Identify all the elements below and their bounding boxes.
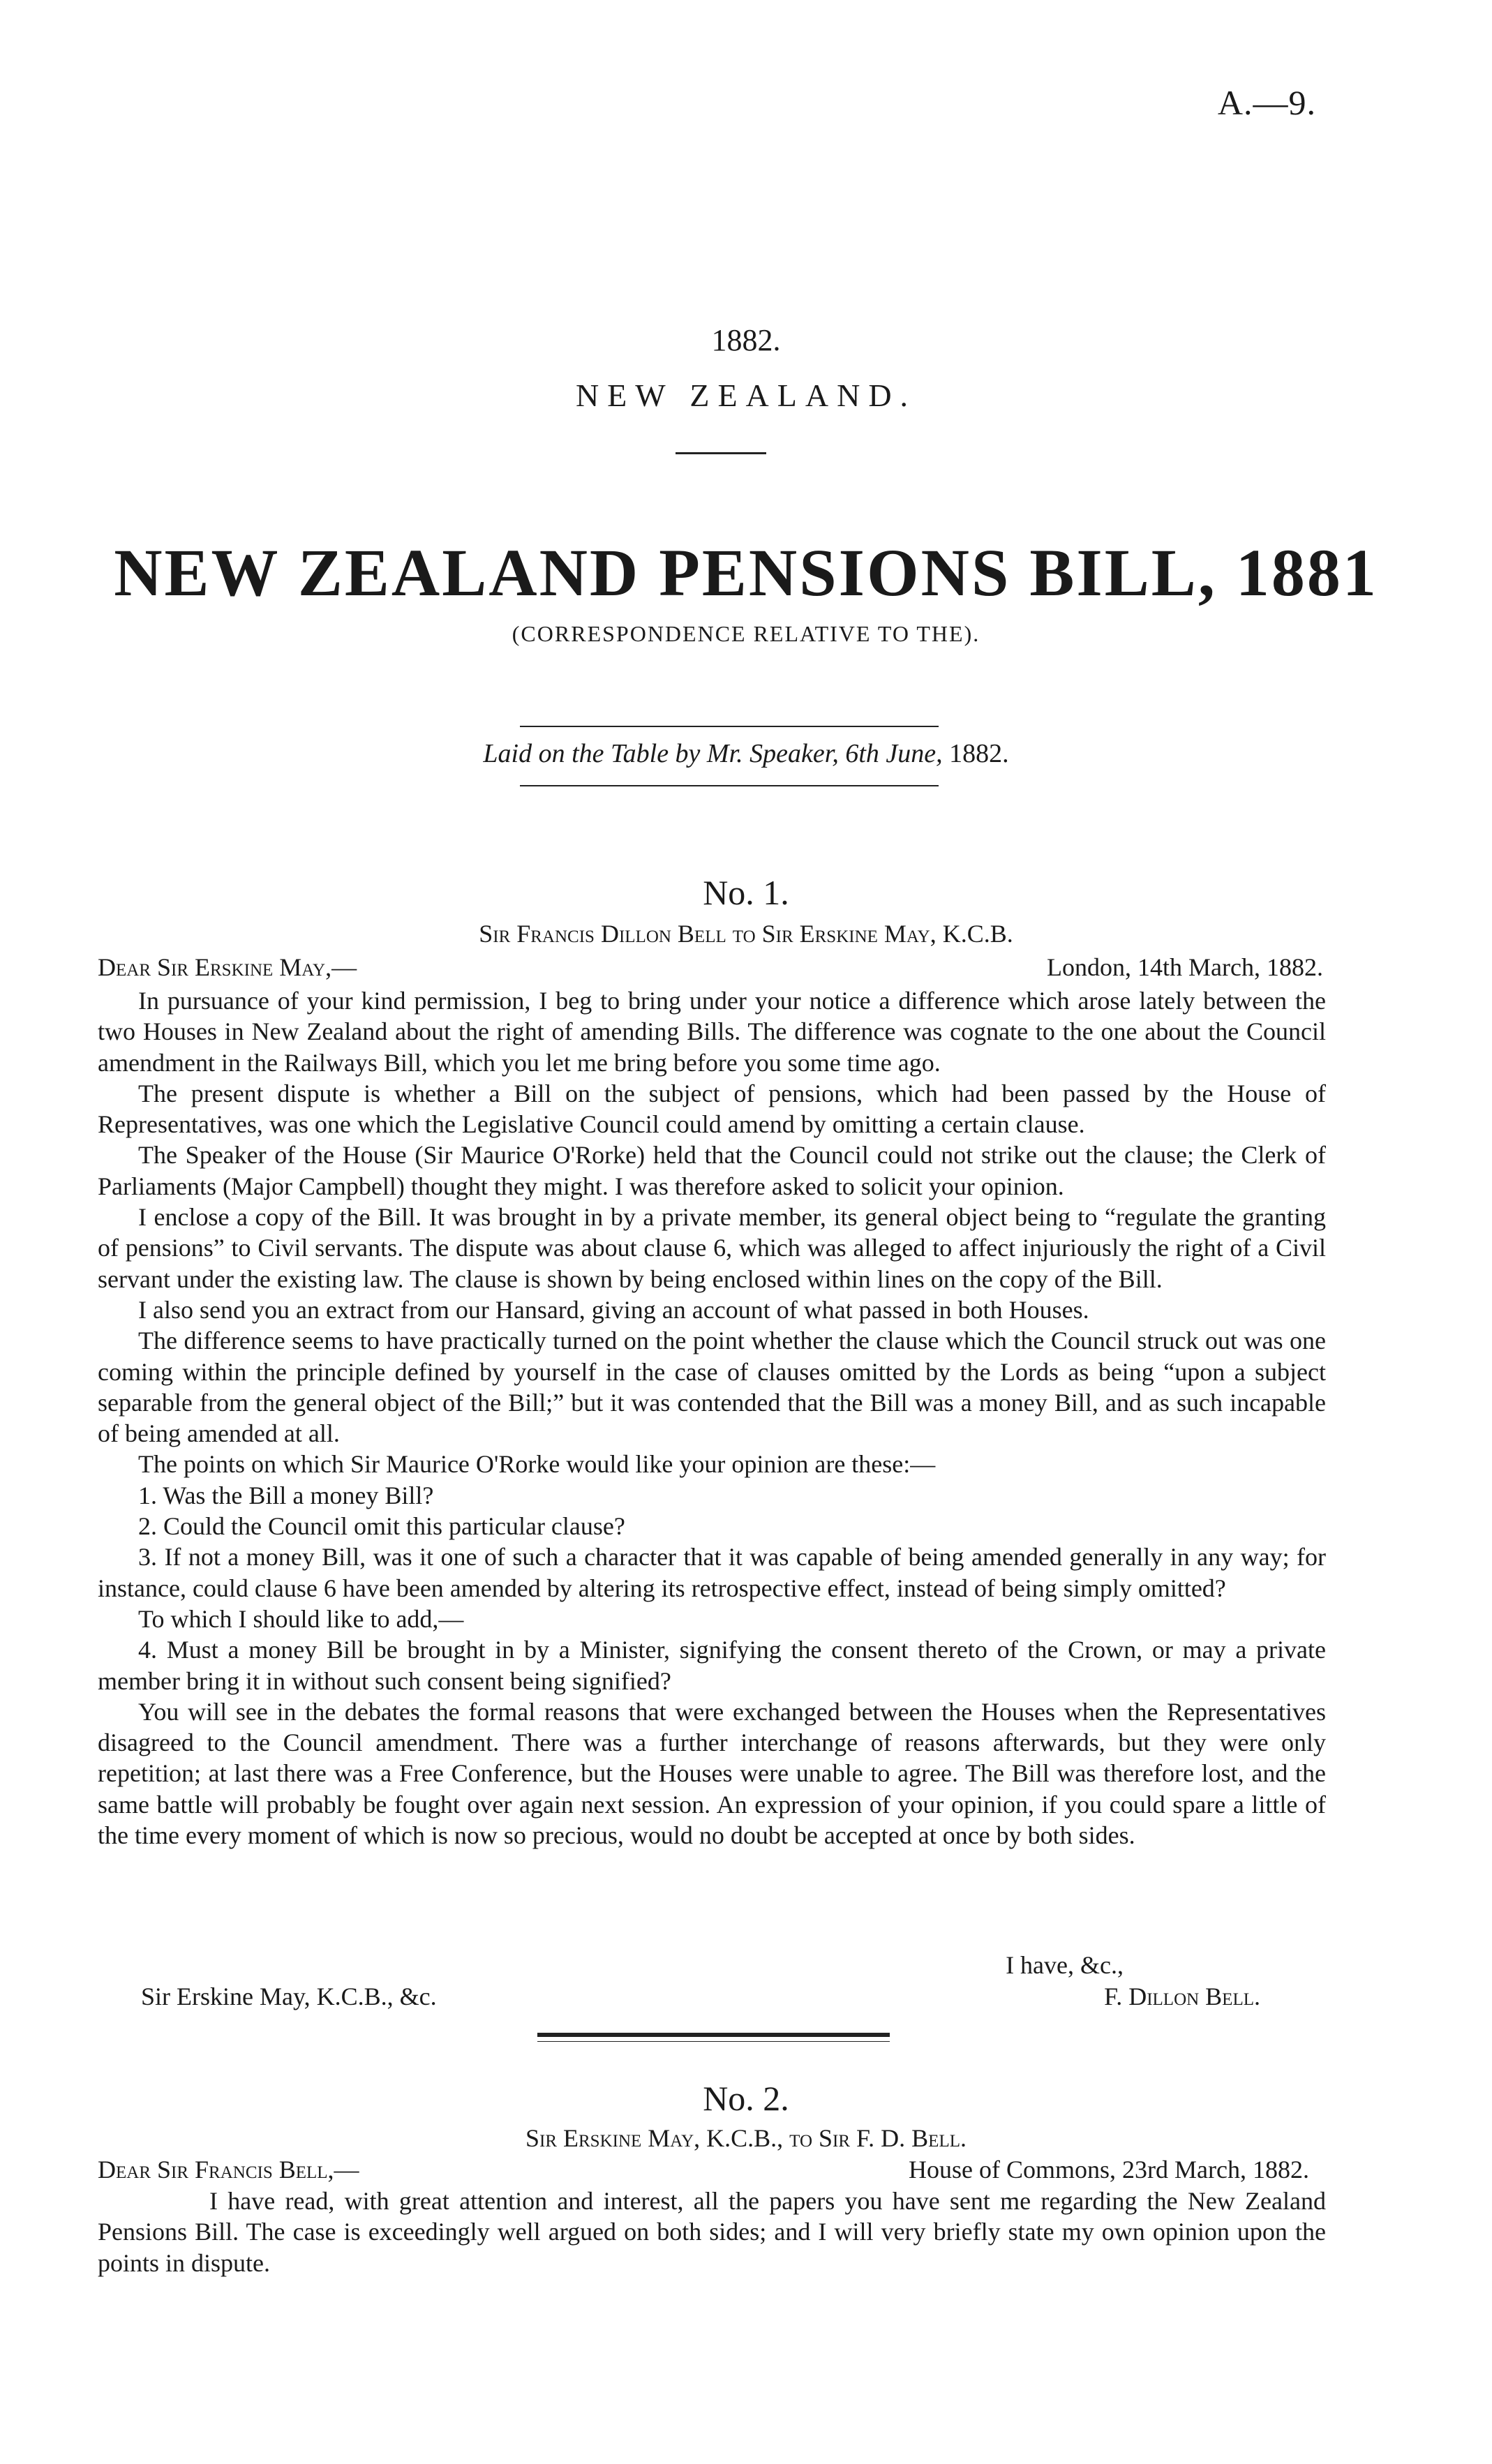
paragraph: The points on which Sir Maurice O'Rorke would like your opinion are these:— [138, 1450, 936, 1479]
paragraph: The Speaker of the House (Sir Maurice O'Rorke) held that the Council could not strike out the clause; the Clerk of Parliaments (Major Campbell) thought they might. I was therefore asked to solicit your opinion. [98, 1141, 1326, 1200]
paragraph: To which I should like to add,— [138, 1604, 464, 1633]
question-item: 2. Could the Council omit this particular clause? [138, 1512, 625, 1541]
paragraph: I have read, with great attention and interest, all the papers you have sent me regarding the New Zealand Pensions Bill. The case is exceedingly well argued on both sides; and I will very briefly state my own opinion upon the points in dispute. [98, 2187, 1326, 2277]
letter-1-dateline: London, 14th March, 1882. [1047, 953, 1323, 981]
laid-year: 1882. [949, 739, 1009, 768]
paragraph: In pursuance of your kind permission, I beg to bring under your notice a difference which arose lately between the two Houses in New Zealand about the right of amending Bills. The difference was cognate to the one about the Council amendment in the Railways Bill, which you let me bring before you some time ago. [98, 987, 1326, 1077]
paragraph: The present dispute is whether a Bill on the subject of pensions, which had been passed by the House of Representatives, was one which the Legislative Council could amend by omitting a certain clause. [98, 1079, 1326, 1139]
paragraph: I also send you an extract from our Hansard, giving an account of what passed in both Houses. [138, 1295, 1089, 1324]
year-heading: 1882. [711, 323, 781, 357]
letter-1-number: No. 1. [703, 873, 789, 912]
question-item: 4. Must a money Bill be brought in by a Minister, signifying the consent thereto of the Crown, or may a private member bring it in without such consent being signified? [98, 1636, 1326, 1695]
letter-1-addressee: Sir Erskine May, K.C.B., &c. [141, 1983, 437, 2010]
letter-1-body [98, 985, 1326, 1851]
laid-on-table-line [0, 738, 1492, 769]
section-separator [537, 2033, 890, 2037]
document-subtitle: (CORRESPONDENCE RELATIVE TO THE). [512, 621, 980, 646]
rule-above-laid [520, 726, 939, 727]
question-item: 3. If not a money Bill, was it one of such a character that it was capable of being amended generally in any way; for instance, could clause 6 have been amended by altering its retrospective effect, instead of being simply omitted? [98, 1543, 1326, 1602]
laid-text: Laid on the Table by Mr. Speaker, 6th June, [483, 739, 943, 768]
section-separator-thin [537, 2041, 890, 2042]
letter-2-number: No. 2. [703, 2079, 789, 2118]
question-item: 1. Was the Bill a money Bill? [138, 1481, 434, 1509]
letter-1-salutation: Dear Sir Erskine May,— [98, 953, 357, 981]
letter-2-heading: Sir Erskine May, K.C.B., to Sir F. D. Bell. [525, 2124, 967, 2152]
paragraph: You will see in the debates the formal reasons that were exchanged between the Houses when the Representatives disagreed to the Council amendment. There was a further interchange of reasons afterwards, but they were only repetition; at last there was a Free Conference, but the Houses were unable to agree. The Bill was therefore lost, and the same battle will probably be fought over again next session. An expression of your opinion, if you could spare a little of the time every moment of which is now so precious, would no doubt be accepted at once by both sides. [98, 1697, 1326, 1850]
rule-below-laid [520, 785, 939, 786]
paper-reference: A.—9. [1217, 83, 1316, 122]
letter-2-body [98, 2186, 1326, 2278]
letter-1-heading: Sir Francis Dillon Bell to Sir Erskine May, K.C.B. [479, 920, 1013, 948]
letter-2-salutation: Dear Sir Francis Bell,— [98, 2156, 359, 2183]
letter-1-signature: F. Dillon Bell. [1104, 1983, 1260, 2010]
paragraph: I enclose a copy of the Bill. It was brought in by a private member, its general object being to “regulate the granting of pensions” to Civil servants. The dispute was about clause 6, which was alleged to affect injuriously the right of a Civil servant under the existing law. The clause is shown by being enclosed within lines on the copy of the Bill. [98, 1203, 1326, 1293]
document-title: NEW ZEALAND PENSIONS BILL, 1881 [114, 535, 1378, 610]
short-rule [676, 452, 766, 454]
letter-1-closing: I have, &c., [1006, 1951, 1124, 1979]
paragraph: The difference seems to have practically turned on the point whether the clause which the Council struck out was one coming within the principle defined by yourself in the case of clauses omitted by the Lords as being “upon a subject separable from the general object of the Bill;” but it was contended that the Bill was a money Bill, and as such incapable of being amended at all. [98, 1327, 1326, 1448]
country-heading: NEW ZEALAND. [575, 378, 917, 413]
letter-2-dateline: House of Commons, 23rd March, 1882. [909, 2156, 1309, 2183]
